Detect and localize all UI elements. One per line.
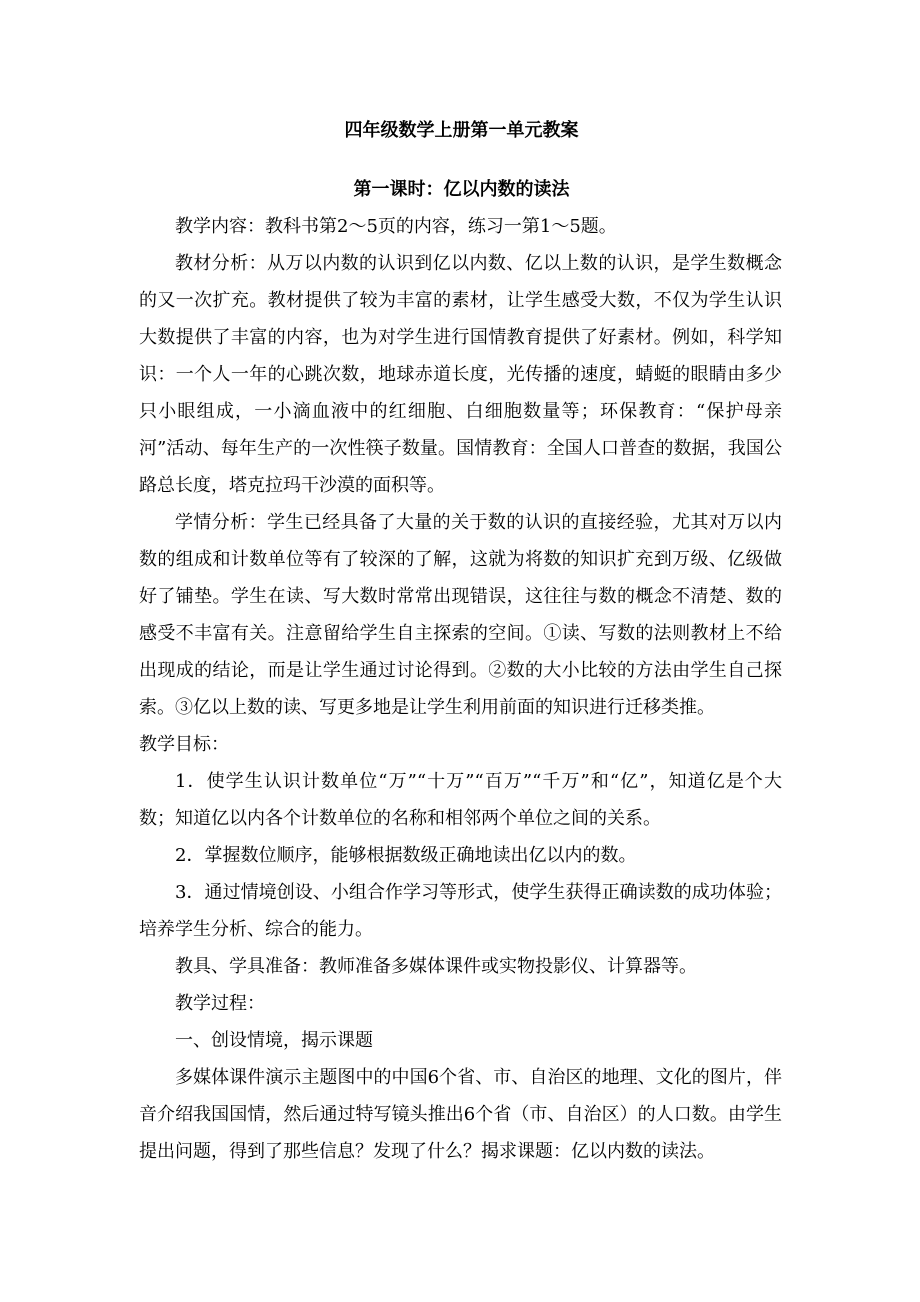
- document-page: [139, 108, 782, 1170]
- textbook-analysis-paragraph: 教材分析：从万以内数的认识到亿以内数、亿以上数的认识，是学生数概念的又一次扩充。教材提供了较为丰富的素材，让学生感受大数，不仅为学生认识大数提供了丰富的内容，也为对学生进行国情教育提供了好素材。例如，科学知识：一个人一年的心跳次数，地球赤道长度，光传播的速度，蜻蜓的眼睛由多少只小眼组成，一小滴血液中的红细胞、白细胞数量等；环保教育：“保护母亲河”活动、每年生产的一次性筷子数量。国情教育：全国人口普查的数据，我国公路总长度，塔克拉玛干沙漠的面积等。: [139, 253, 782, 496]
- student-analysis-paragraph: 学情分析：学生已经具备了大量的关于数的认识的直接经验，尤其对万以内数的组成和计数单位等有了较深的了解，这就为将数的知识扩充到万级、亿级做好了铺垫。学生在读、写大数时常常出现错误，这往往与数的概念不清楚、数的感受不丰富有关。注意留给学生自主探索的空间。①读、写数的法则教材上不给出现成的结论，而是让学生通过讨论得到。②数的大小比较的方法由学生自己探索。③亿以上数的读、写更多地是让学生利用前面的知识进行迁移类推。: [139, 512, 782, 718]
- goal-item-2: 2．掌握数位顺序，能够根据数级正确地读出亿以内的数。: [175, 845, 637, 866]
- document-title: 四年级数学上册第一单元教案: [344, 120, 579, 141]
- teaching-content-paragraph: 教学内容：教科书第2～5页的内容，练习一第1～5题。: [175, 216, 617, 237]
- lesson-title: 第一课时：亿以内数的读法: [353, 179, 570, 200]
- goal-item-3: 3．通过情境创设、小组合作学习等形式，使学生获得正确读数的成功体验；培养学生分析、综合的能力。: [139, 882, 782, 940]
- teaching-goals-heading: 教学目标：: [139, 734, 229, 755]
- goal-item-1: 1．使学生认识计数单位“万”“十万”“百万”“千万”和“亿”，知道亿是个大数；知道亿以内各个计数单位的名称和相邻两个单位之间的关系。: [139, 771, 782, 829]
- teaching-process-heading: 教学过程：: [175, 993, 265, 1014]
- teaching-aids-paragraph: 教具、学具准备：教师准备多媒体课件或实物投影仪、计算器等。: [175, 956, 697, 977]
- section-1-paragraph: 多媒体课件演示主题图中的中国6个省、市、自治区的地理、文化的图片，伴音介绍我国国情，然后通过特写镜头推出6个省（市、自治区）的人口数。由学生提出问题，得到了那些信息？发现了什么？揭求课题：亿以内数的读法。: [139, 1067, 782, 1162]
- section-heading-1: 一、创设情境，揭示课题: [175, 1030, 373, 1051]
